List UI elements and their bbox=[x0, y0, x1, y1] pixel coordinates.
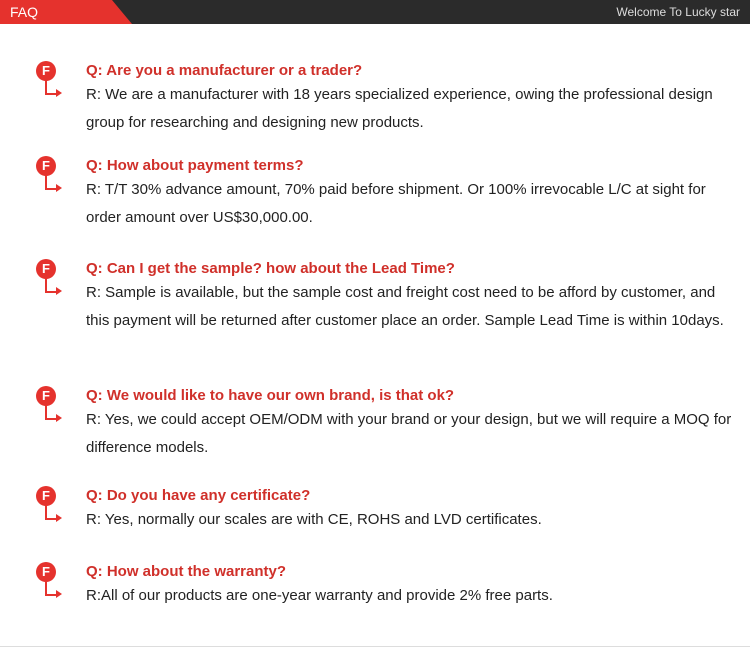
arrow-right-icon bbox=[56, 184, 62, 192]
f-badge-icon: F bbox=[36, 386, 56, 406]
arrow-right-icon bbox=[56, 414, 62, 422]
faq-answer: R: We are a manufacturer with 18 years specialized experience, owing the professional design group for researching and designing new products. bbox=[86, 86, 713, 131]
faq-question: Q: How about payment terms? bbox=[86, 157, 304, 174]
faq-title: FAQ bbox=[10, 4, 39, 20]
f-badge-icon: F bbox=[36, 61, 56, 81]
faq-question: Q: Can I get the sample? how about the Lead Time? bbox=[86, 260, 455, 277]
arrow-right-icon bbox=[56, 514, 62, 522]
f-badge-icon: F bbox=[36, 562, 56, 582]
faq-answer: R: Yes, normally our scales are with CE, ROHS and LVD certificates. bbox=[86, 511, 542, 528]
faq-answer: R: Yes, we could accept OEM/ODM with your brand or your design, but we will require a MOQ for difference models. bbox=[86, 411, 732, 456]
arrow-right-icon bbox=[56, 590, 62, 598]
bottom-divider bbox=[0, 646, 750, 647]
faq-answer: R: Sample is available, but the sample cost and freight cost need to be afford by customer, and this payment will be returned after customer place an order. Sample Lead Time is within 10days. bbox=[86, 284, 724, 329]
arrow-right-icon bbox=[56, 287, 62, 295]
f-badge-icon: F bbox=[36, 486, 56, 506]
faq-answer: R:All of our products are one-year warranty and provide 2% free parts. bbox=[86, 587, 553, 604]
welcome-text: Welcome To Lucky star bbox=[616, 5, 740, 19]
faq-question: Q: We would like to have our own brand, is that ok? bbox=[86, 387, 455, 404]
header-bar bbox=[0, 0, 750, 24]
f-badge-icon: F bbox=[36, 259, 56, 279]
faq-question: Q: Do you have any certificate? bbox=[86, 487, 311, 504]
faq-answer: R: T/T 30% advance amount, 70% paid before shipment. Or 100% irrevocable L/C at sight for order amount over US$30,000.00. bbox=[86, 181, 706, 226]
faq-question: Q: Are you a manufacturer or a trader? bbox=[86, 62, 363, 79]
f-badge-icon: F bbox=[36, 156, 56, 176]
faq-question: Q: How about the warranty? bbox=[86, 563, 287, 580]
arrow-right-icon bbox=[56, 89, 62, 97]
